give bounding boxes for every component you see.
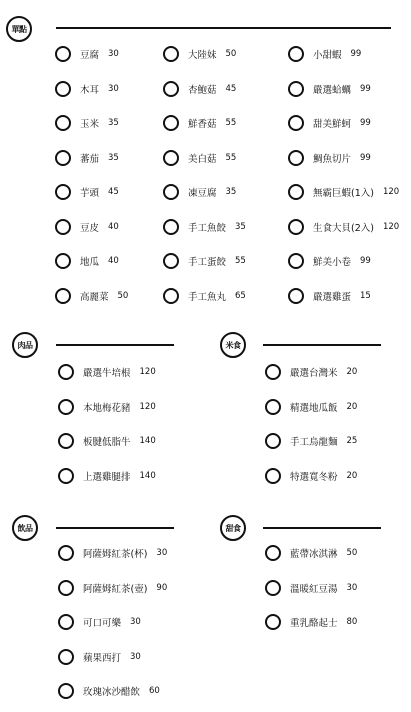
item-name: 小甜蝦 xyxy=(313,50,342,61)
item-name: 嚴選蛤蠣 xyxy=(313,84,352,96)
item-name: 手工烏龍麵 xyxy=(290,437,338,448)
item-price: 30 xyxy=(108,49,119,59)
item-price: 55 xyxy=(235,256,246,266)
section-badge-rice: 米食 xyxy=(220,332,246,358)
item-price: 140 xyxy=(139,470,156,481)
item-name: 大陸妹 xyxy=(188,50,217,61)
item-name: 芋頭 xyxy=(80,188,100,199)
menu-item[interactable] xyxy=(58,681,160,701)
menu-item[interactable] xyxy=(163,182,236,202)
menu-item[interactable] xyxy=(163,79,236,99)
item-name: 嚴選牛培根 xyxy=(83,368,131,379)
menu-item[interactable] xyxy=(58,578,167,598)
circle-checkbox[interactable] xyxy=(58,468,74,484)
menu-item[interactable] xyxy=(55,113,119,133)
circle-checkbox[interactable] xyxy=(163,115,179,131)
item-name: 蕃茄 xyxy=(80,153,100,165)
circle-checkbox[interactable] xyxy=(55,253,71,269)
circle-checkbox[interactable] xyxy=(55,184,71,200)
circle-checkbox[interactable] xyxy=(265,580,281,596)
menu-item[interactable] xyxy=(265,466,357,486)
menu-item[interactable] xyxy=(163,286,246,306)
menu-item[interactable] xyxy=(265,397,357,417)
section-rule-rice xyxy=(263,344,381,346)
circle-checkbox[interactable] xyxy=(58,649,74,665)
item-price: 99 xyxy=(350,49,362,59)
menu-item[interactable] xyxy=(55,148,119,168)
section-rule-meat xyxy=(56,344,174,346)
circle-checkbox[interactable] xyxy=(55,219,71,235)
item-name: 手工魚丸 xyxy=(188,291,227,303)
menu-item[interactable] xyxy=(55,217,119,237)
item-name: 生食大貝(2入) xyxy=(313,222,374,234)
item-name: 可口可樂 xyxy=(83,618,122,629)
menu-item[interactable] xyxy=(288,286,371,306)
item-price: 25 xyxy=(346,436,358,446)
item-name: 手工魚餃 xyxy=(188,222,227,234)
circle-checkbox[interactable] xyxy=(163,184,179,200)
menu-item[interactable] xyxy=(265,612,357,632)
item-name: 玉米 xyxy=(80,119,100,130)
circle-checkbox[interactable] xyxy=(55,46,71,62)
menu-item[interactable] xyxy=(55,251,119,271)
circle-checkbox[interactable] xyxy=(288,150,304,166)
menu-item[interactable] xyxy=(58,431,156,451)
circle-checkbox[interactable] xyxy=(55,150,71,166)
circle-checkbox[interactable] xyxy=(265,433,281,449)
menu-item[interactable] xyxy=(288,44,361,64)
item-name: 無霸巨蝦(1入) xyxy=(313,188,374,199)
item-name: 本地梅花豬 xyxy=(83,402,131,414)
menu-item[interactable] xyxy=(265,431,357,451)
circle-checkbox[interactable] xyxy=(58,399,74,415)
item-name: 鯛魚切片 xyxy=(313,153,352,165)
section-badge-single: 單點 xyxy=(6,16,32,42)
item-name: 精選地瓜飯 xyxy=(290,402,338,414)
item-name: 鮮香菇 xyxy=(188,119,217,130)
circle-checkbox[interactable] xyxy=(58,433,74,449)
section-rule-single xyxy=(56,27,391,29)
item-price: 30 xyxy=(130,651,141,662)
item-name: 手工蛋餃 xyxy=(188,257,227,268)
menu-item[interactable] xyxy=(163,113,236,133)
item-price: 99 xyxy=(360,152,371,163)
item-price: 55 xyxy=(225,118,237,128)
menu-item[interactable] xyxy=(288,113,371,133)
circle-checkbox[interactable] xyxy=(288,184,304,200)
section-badge-dessert: 甜食 xyxy=(220,515,246,541)
circle-checkbox[interactable] xyxy=(265,364,281,380)
circle-checkbox[interactable] xyxy=(163,81,179,97)
menu-item[interactable] xyxy=(55,79,119,99)
section-badge-drinks: 飲品 xyxy=(12,515,38,541)
circle-checkbox[interactable] xyxy=(58,614,74,630)
menu-item[interactable] xyxy=(265,543,357,563)
item-name: 地瓜 xyxy=(80,257,100,268)
item-price: 30 xyxy=(156,548,168,558)
item-name: 藍帶冰淇淋 xyxy=(290,549,338,560)
circle-checkbox[interactable] xyxy=(163,219,179,235)
item-price: 40 xyxy=(108,256,119,266)
item-price: 99 xyxy=(360,118,371,128)
item-name: 溫暖紅豆湯 xyxy=(290,583,338,595)
circle-checkbox[interactable] xyxy=(288,81,304,97)
item-price: 50 xyxy=(346,548,358,558)
item-name: 甜美鮮蚵 xyxy=(313,119,352,130)
item-price: 60 xyxy=(149,686,160,696)
item-name: 豆皮 xyxy=(80,222,100,234)
item-name: 美白菇 xyxy=(188,153,217,165)
item-name: 嚴選台灣米 xyxy=(290,368,338,379)
menu-item[interactable] xyxy=(163,148,236,168)
menu-item[interactable] xyxy=(265,362,357,382)
item-price: 65 xyxy=(235,290,246,301)
item-name: 凍豆腐 xyxy=(188,188,217,199)
menu-item[interactable] xyxy=(55,182,119,202)
menu-item[interactable] xyxy=(163,217,246,237)
menu-item[interactable] xyxy=(288,251,371,271)
item-price: 50 xyxy=(225,49,237,59)
circle-checkbox[interactable] xyxy=(58,545,74,561)
item-price: 120 xyxy=(382,187,400,197)
item-name: 板腱低脂牛 xyxy=(83,437,131,448)
item-name: 阿薩姆紅茶(壺) xyxy=(83,583,148,595)
item-name: 高麗菜 xyxy=(80,291,109,303)
circle-checkbox[interactable] xyxy=(58,683,74,699)
circle-checkbox[interactable] xyxy=(265,468,281,484)
item-name: 嚴選雞蛋 xyxy=(313,291,352,303)
circle-checkbox[interactable] xyxy=(163,288,179,304)
item-name: 杏鮑菇 xyxy=(188,84,217,96)
item-name: 阿薩姆紅茶(杯) xyxy=(83,549,148,560)
circle-checkbox[interactable] xyxy=(58,580,74,596)
item-price: 30 xyxy=(108,83,119,94)
item-price: 99 xyxy=(360,256,371,266)
item-price: 30 xyxy=(130,617,141,627)
item-price: 20 xyxy=(346,401,358,412)
item-price: 90 xyxy=(156,582,168,593)
item-name: 豆腐 xyxy=(80,50,100,61)
menu-item[interactable] xyxy=(58,543,167,563)
item-price: 55 xyxy=(225,152,237,163)
menu-item[interactable] xyxy=(288,79,371,99)
menu-item[interactable] xyxy=(58,647,141,667)
item-name: 木耳 xyxy=(80,84,100,96)
circle-checkbox[interactable] xyxy=(265,545,281,561)
circle-checkbox[interactable] xyxy=(163,150,179,166)
item-price: 50 xyxy=(117,290,129,301)
item-price: 40 xyxy=(108,221,119,232)
item-price: 20 xyxy=(346,367,358,377)
item-price: 120 xyxy=(382,221,400,232)
menu-item[interactable] xyxy=(55,44,119,64)
menu-item[interactable] xyxy=(58,397,156,417)
item-price: 35 xyxy=(108,118,119,128)
circle-checkbox[interactable] xyxy=(55,115,71,131)
section-rule-drinks xyxy=(56,527,174,529)
item-price: 35 xyxy=(235,221,246,232)
circle-checkbox[interactable] xyxy=(288,288,304,304)
circle-checkbox[interactable] xyxy=(163,46,179,62)
circle-checkbox[interactable] xyxy=(288,253,304,269)
circle-checkbox[interactable] xyxy=(58,364,74,380)
item-price: 30 xyxy=(346,582,358,593)
item-price: 140 xyxy=(139,436,156,446)
item-name: 重乳酪起士 xyxy=(290,618,338,629)
circle-checkbox[interactable] xyxy=(265,399,281,415)
menu-item[interactable] xyxy=(288,217,399,237)
circle-checkbox[interactable] xyxy=(163,253,179,269)
item-price: 15 xyxy=(360,290,371,301)
menu-item[interactable] xyxy=(288,148,371,168)
item-price: 80 xyxy=(346,617,358,627)
item-name: 上選雞腿排 xyxy=(83,471,131,483)
circle-checkbox[interactable] xyxy=(265,614,281,630)
menu-item[interactable] xyxy=(163,251,246,271)
item-price: 35 xyxy=(225,187,237,197)
item-name: 特選寬冬粉 xyxy=(290,471,338,483)
circle-checkbox[interactable] xyxy=(288,219,304,235)
circle-checkbox[interactable] xyxy=(288,115,304,131)
menu-item[interactable] xyxy=(265,578,357,598)
item-price: 120 xyxy=(139,401,156,412)
item-price: 45 xyxy=(225,83,237,94)
menu-item[interactable] xyxy=(58,612,141,632)
item-price: 99 xyxy=(360,83,371,94)
item-name: 鮮美小卷 xyxy=(313,257,352,268)
menu-item[interactable] xyxy=(288,182,399,202)
menu-item[interactable] xyxy=(55,286,128,306)
item-price: 35 xyxy=(108,152,119,163)
menu-item[interactable] xyxy=(163,44,236,64)
circle-checkbox[interactable] xyxy=(55,81,71,97)
circle-checkbox[interactable] xyxy=(55,288,71,304)
item-name: 蘋果西打 xyxy=(83,652,122,664)
item-price: 120 xyxy=(139,367,156,377)
item-price: 20 xyxy=(346,470,358,481)
item-price: 45 xyxy=(108,187,119,197)
menu-item[interactable] xyxy=(58,362,156,382)
section-badge-meat: 肉品 xyxy=(12,332,38,358)
section-rule-dessert xyxy=(263,527,381,529)
item-name: 玫瑰冰沙醋飲 xyxy=(83,687,141,698)
circle-checkbox[interactable] xyxy=(288,46,304,62)
menu-item[interactable] xyxy=(58,466,156,486)
